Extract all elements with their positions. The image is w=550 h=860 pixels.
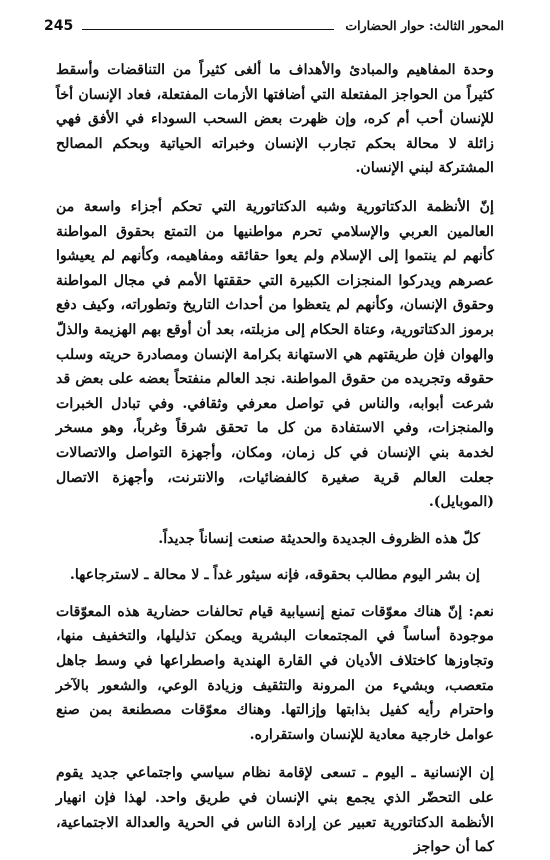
running-header bbox=[44, 16, 504, 40]
body-text bbox=[56, 58, 494, 860]
paragraph-2: إنّ الأنظمة الدكتاتورية وشبه الدكتاتورية التي تحكم أجزاء واسعة من العالمين العربي والإسلامي تحرم مواطنيها من التمتع بحقوق المواطنة كأنهم لم ينتموا إلى الإسلام ولم يعوا حقائقه ومفاهيمه، وكأنهم لم يعيشوا عصرهم ويدركوا المنجزات الكبيرة التي حققتها الأمم في مجال المواطنة وحقوق الإنسان، وكأنهم لم يتعظوا من أحداث التاريخ وتطوراته، وكيف دفع برموز الدكتاتورية، وعتاة الحكام إلى مزبلته، بعد أن أوقع بهم الهزيمة والذلّ والهوان فإن طريقتهم هي الاستهانة بكرامة الإنسان ومصادرة حريته وسلب حقوقه وتجريده من حقوق المواطنة. نجد العالم منفتحاً بعضه على بعض قد شرعت أبوابه، والناس في تواصل معرفي وثقافي. وفي تبادل الخبرات والمنجزات، وفي الاستفادة من كل ما تحقق شرقاً وغرباً، وهو مسخر لخدمة بني الإنسان في كل زمان، ومكان، وأجهزة التواصل والاتصالات جعلت العالم قرية صغيرة كالفضائيات، والانترنت، وأجهزة الاتصال (الموبايل). bbox=[56, 198, 494, 511]
paragraph-6: إن الإنسانية ـ اليوم ـ تسعى لإقامة نظام سياسي واجتماعي جديد يقوم على التحضّر الذي يجمع بني الإنسان في طريق واحد. لهذا فإن انهيار الأنظمة الدكتاتورية تعبير عن إرادة الناس في الحرية والعدالة الاجتماعية، كما أن حواجز bbox=[56, 765, 494, 856]
paragraph-5: نعم: إنّ هناك معوّقات تمنع إنسيابية قيام تحالفات حضارية هذه المعوّقات موجودة أساساً في المجتمعات البشرية ويمكن تذليلها، والتخفيف منها، وتجاوزها كاختلاف الأديان في القارة الهندية واصطراعها في وسط جاهل متعصب، وبشيء من المرونة والتثقيف وزيادة الوعي، والشعور بالآخر واحترام رأيه كفيل بذابتها وإزالتها. وهناك معوّقات مصطنعة بمن صنع عوامل خارجية معادية للإنسان واستقراره. bbox=[56, 603, 494, 743]
header-title: المحور الثالث: حوار الحضارات bbox=[345, 18, 504, 33]
paragraph-1: وحدة المفاهيم والمبادئ والأهداف ما ألغى كثيراً من التناقضات وأسقط كثيراً من الحواجز المفتعلة التي أضافتها الأزمات المفتعلة، فعاد الإنسان أخاً للإنسان أحب أم كره، وإن ظهرت بعض السحب السوداء في الأفق فهي زائلة لا محالة بحكم تجارب الإنسان وخبراته الحياتية وبحكم المصالح المشتركة لبني الإنسان. bbox=[56, 62, 494, 177]
paragraph-4: إن بشر اليوم مطالب بحقوقه، فإنه سيثور غداً ـ لا محالة ـ لاسترجاعها. bbox=[69, 567, 480, 584]
page-number: 245 bbox=[44, 18, 74, 34]
header-rule bbox=[82, 29, 334, 30]
paragraph-3: كلّ هذه الظروف الجديدة والحديثة صنعت إنساناً جديداً. bbox=[158, 530, 480, 547]
